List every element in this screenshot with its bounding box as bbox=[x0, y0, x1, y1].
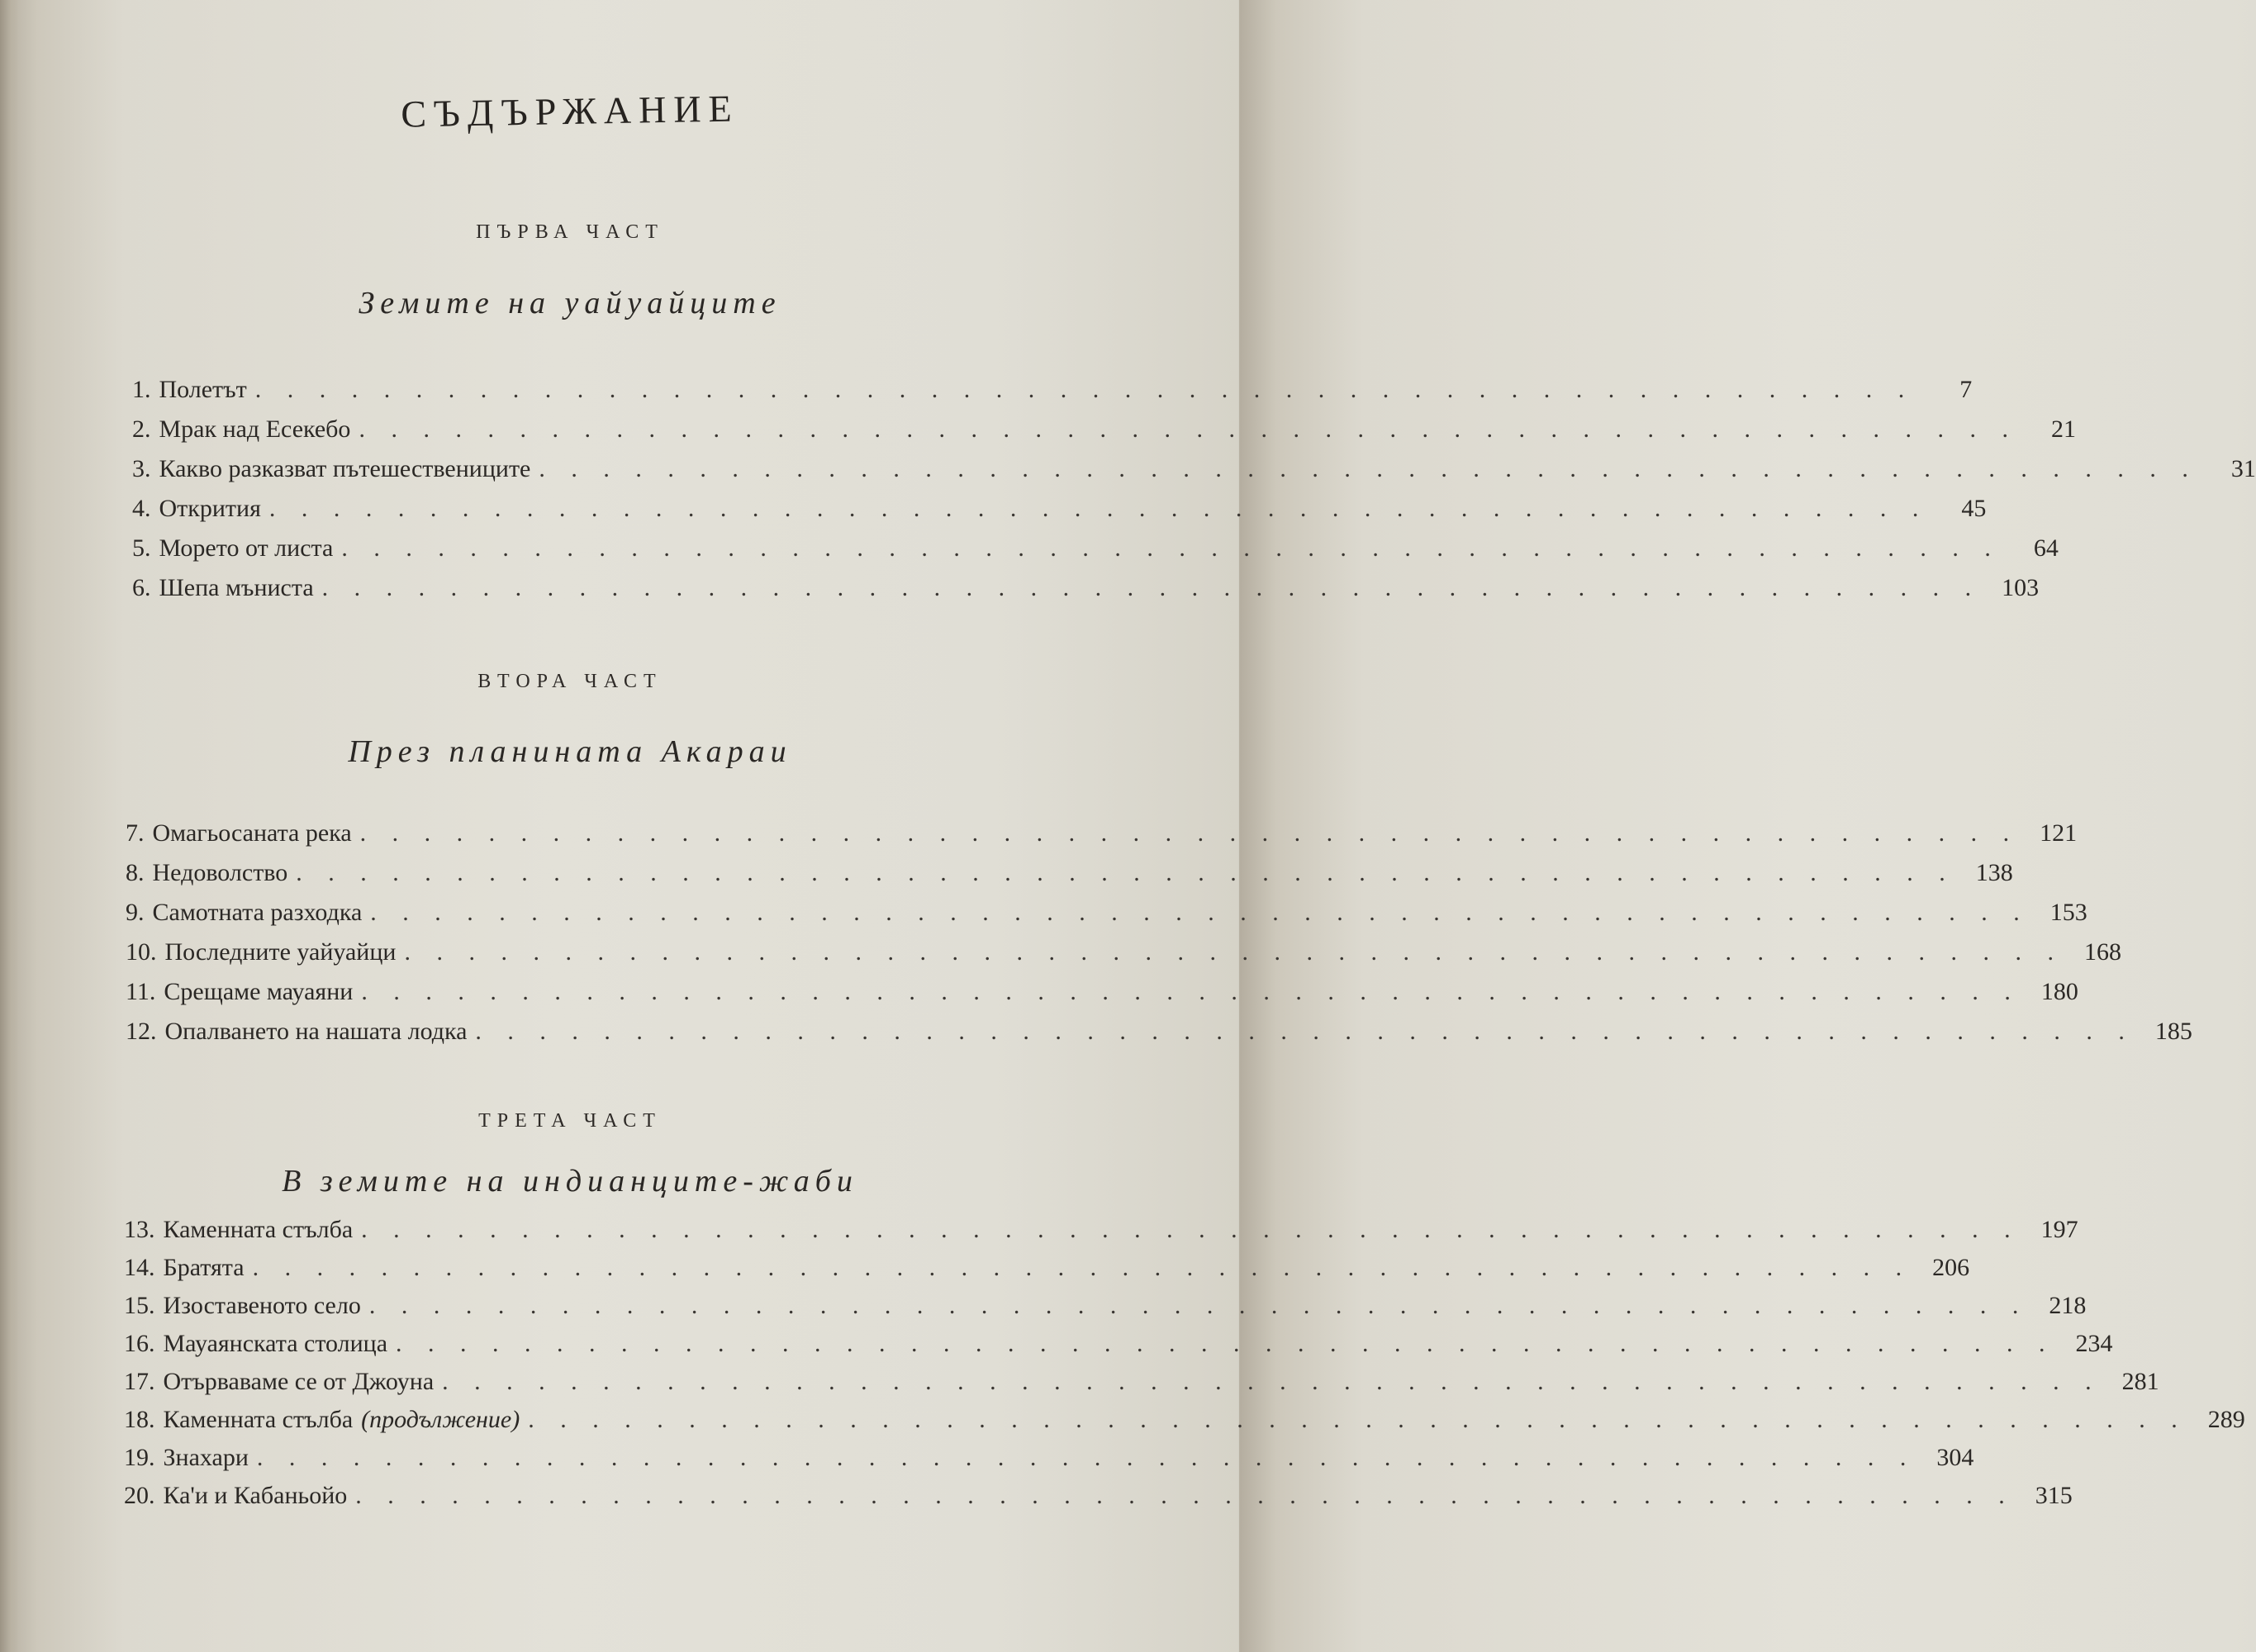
dot-leader: . . . . . . . . . . . . . . . . . . . . . . . . . . . . . . . . . . . . . . . . . . . . . . . . . . . . bbox=[252, 1254, 1912, 1281]
toc-entry bbox=[126, 819, 2078, 847]
toc-entry bbox=[124, 1406, 2245, 1434]
toc-entry bbox=[126, 978, 2078, 1006]
entry-title: Морето от листа bbox=[159, 534, 334, 562]
toc-entry bbox=[132, 376, 1973, 404]
dot-leader: . . . . . . . . . . . . . . . . . . . . . . . . . . . . . . . . . . . . . . . . . . . . . . . . . . . . bbox=[359, 819, 2020, 847]
part-1-subtitle: Земите на уайуайците bbox=[359, 286, 781, 320]
dot-leader: . . . . . . . . . . . . . . . . . . . . . . . . . . . . . . . . . . . . . . . . . . . . . . . . . . . . bbox=[341, 534, 2001, 562]
toc-entry bbox=[126, 938, 2121, 966]
entry-page: 234 bbox=[2075, 1330, 2113, 1357]
entry-title: Каменната стълба bbox=[163, 1216, 354, 1243]
entry-page: 315 bbox=[2035, 1482, 2073, 1509]
entry-page: 7 bbox=[1959, 376, 1973, 403]
entry-number: 15. bbox=[124, 1292, 155, 1319]
entry-page: 121 bbox=[2040, 819, 2078, 847]
entry-number: 11. bbox=[126, 978, 156, 1005]
entry-title: Полетът bbox=[159, 376, 247, 403]
entry-number: 7. bbox=[126, 819, 145, 847]
toc-entry bbox=[124, 1330, 2113, 1358]
entry-page: 103 bbox=[2002, 574, 2040, 601]
entry-page: 281 bbox=[2121, 1368, 2159, 1395]
dot-leader: . . . . . . . . . . . . . . . . . . . . . . . . . . . . . . . . . . . . . . . . . . . . . . . . . . . . bbox=[321, 574, 1982, 601]
dot-leader: . . . . . . . . . . . . . . . . . . . . . . . . . . . . . . . . . . . . . . . . . . . . . . . . . . . . bbox=[404, 938, 2064, 966]
dot-leader: . . . . . . . . . . . . . . . . . . . . . . . . . . . . . . . . . . . . . . . . . . . . . . . . . . . . bbox=[368, 1292, 2029, 1319]
entry-title: Мауаянската столица bbox=[163, 1330, 388, 1357]
dot-leader: . . . . . . . . . . . . . . . . . . . . . . . . . . . . . . . . . . . . . . . . . . . . . . . . . . . . bbox=[254, 376, 1915, 403]
part-1-label: ПЪРВА ЧАСТ bbox=[476, 221, 664, 243]
toc-entry bbox=[124, 1368, 2159, 1396]
dot-leader: . . . . . . . . . . . . . . . . . . . . . . . . . . . . . . . . . . . . . . . . . . . . . . . . . . . . bbox=[256, 1444, 1916, 1471]
entry-page: 180 bbox=[2040, 978, 2078, 1005]
part-3-subtitle: В земите на индианците-жаби bbox=[282, 1164, 858, 1199]
toc-entry bbox=[132, 455, 2256, 483]
entry-number: 12. bbox=[126, 1018, 157, 1045]
part-2-label: ВТОРА ЧАСТ bbox=[477, 671, 663, 692]
toc-entry bbox=[126, 859, 2013, 887]
toc-entry bbox=[126, 899, 2087, 927]
entry-page: 21 bbox=[2050, 415, 2076, 443]
dot-leader: . . . . . . . . . . . . . . . . . . . . . . . . . . . . . . . . . . . . . . . . . . . . . . . . . . . . bbox=[475, 1018, 2135, 1045]
entry-title: Самотната разходка bbox=[152, 899, 363, 926]
entry-number: 16. bbox=[124, 1330, 155, 1357]
entry-title: Отърваваме се от Джоуна bbox=[163, 1368, 435, 1395]
entry-number: 8. bbox=[126, 859, 145, 886]
entry-title: Срещаме мауаяни bbox=[164, 978, 354, 1005]
entry-number: 13. bbox=[124, 1216, 155, 1243]
toc-entry bbox=[132, 574, 2040, 602]
entry-title: Опалването на нашата лодка bbox=[164, 1018, 468, 1045]
entry-title: Последните уайуайци bbox=[164, 938, 397, 966]
entry-number: 5. bbox=[132, 534, 151, 562]
entry-number: 20. bbox=[124, 1482, 155, 1509]
dot-leader: . . . . . . . . . . . . . . . . . . . . . . . . . . . . . . . . . . . . . . . . . . . . . . . . . . . . bbox=[528, 1406, 2187, 1433]
entry-title: Каменната стълба bbox=[163, 1406, 354, 1433]
dot-leader: . . . . . . . . . . . . . . . . . . . . . . . . . . . . . . . . . . . . . . . . . . . . . . . . . . . . bbox=[355, 1482, 2015, 1509]
entry-page: 45 bbox=[1961, 495, 1987, 522]
entry-number: 14. bbox=[124, 1254, 155, 1281]
entry-title: Ка'и и Кабаньойо bbox=[163, 1482, 348, 1509]
entry-number: 4. bbox=[132, 495, 151, 522]
part-3-label: ТРЕТА ЧАСТ bbox=[478, 1110, 662, 1132]
dot-leader: . . . . . . . . . . . . . . . . . . . . . . . . . . . . . . . . . . . . . . . . . . . . . . . . . . . . bbox=[442, 1368, 2102, 1395]
entry-number: 18. bbox=[124, 1406, 155, 1433]
toc-entry bbox=[132, 534, 2059, 563]
entry-number: 19. bbox=[124, 1444, 155, 1471]
entry-title: Шепа мъниста bbox=[159, 574, 314, 601]
dot-leader: . . . . . . . . . . . . . . . . . . . . . . . . . . . . . . . . . . . . . . . . . . . . . . . . . . . . bbox=[370, 899, 2030, 926]
dot-leader: . . . . . . . . . . . . . . . . . . . . . . . . . . . . . . . . . . . . . . . . . . . . . . . . . . . . bbox=[396, 1330, 2055, 1357]
dot-leader: . . . . . . . . . . . . . . . . . . . . . . . . . . . . . . . . . . . . . . . . . . . . . . . . . . . . bbox=[361, 1216, 2021, 1243]
entry-page: 206 bbox=[1932, 1254, 1970, 1281]
entry-title: Недоволство bbox=[152, 859, 288, 886]
entry-title: Какво разказват пътешествениците bbox=[159, 455, 531, 482]
dot-leader: . . . . . . . . . . . . . . . . . . . . . . . . . . . . . . . . . . . . . . . . . . . . . . . . . . . . bbox=[539, 455, 2198, 482]
dot-leader: . . . . . . . . . . . . . . . . . . . . . . . . . . . . . . . . . . . . . . . . . . . . . . . . . . . . bbox=[359, 415, 2018, 443]
toc-entry bbox=[132, 495, 1987, 523]
toc-entry bbox=[132, 415, 2076, 444]
toc-entry bbox=[124, 1254, 1970, 1282]
toc-entry bbox=[126, 1018, 2192, 1046]
entry-number: 6. bbox=[132, 574, 151, 601]
dot-leader: . . . . . . . . . . . . . . . . . . . . . . . . . . . . . . . . . . . . . . . . . . . . . . . . . . . . bbox=[268, 495, 1929, 522]
entry-title: Омагьосаната река bbox=[152, 819, 352, 847]
dot-leader: . . . . . . . . . . . . . . . . . . . . . . . . . . . . . . . . . . . . . . . . . . . . . . . . . . . . bbox=[296, 859, 1955, 886]
entry-page: 153 bbox=[2049, 899, 2087, 926]
entry-page: 218 bbox=[2049, 1292, 2087, 1319]
toc-entry bbox=[124, 1292, 2087, 1320]
entry-page: 31 bbox=[2230, 455, 2256, 482]
entry-number: 2. bbox=[132, 415, 151, 443]
part-2-subtitle: През планината Акараи bbox=[348, 734, 792, 769]
entry-page: 64 bbox=[2033, 534, 2059, 562]
entry-page: 185 bbox=[2154, 1018, 2192, 1045]
toc-entry bbox=[124, 1444, 1974, 1472]
entry-page: 168 bbox=[2083, 938, 2121, 966]
dot-leader: . . . . . . . . . . . . . . . . . . . . . . . . . . . . . . . . . . . . . . . . . . . . . . . . . . . . bbox=[361, 978, 2021, 1005]
page-title: СЪДЪРЖАНИЕ bbox=[400, 87, 740, 135]
entry-title: Открития bbox=[159, 495, 261, 522]
entry-number: 17. bbox=[124, 1368, 155, 1395]
entry-number: 9. bbox=[126, 899, 145, 926]
entry-note: (продължение) bbox=[361, 1406, 520, 1433]
entry-page: 197 bbox=[2040, 1216, 2078, 1243]
entry-title: Братята bbox=[163, 1254, 245, 1281]
entry-title: Мрак над Есекебо bbox=[159, 415, 351, 443]
entry-title: Изоставеното село bbox=[163, 1292, 361, 1319]
entry-title: Знахари bbox=[163, 1444, 249, 1471]
entry-number: 10. bbox=[126, 938, 157, 966]
entry-page: 304 bbox=[1936, 1444, 1974, 1471]
entry-page: 138 bbox=[1975, 859, 2013, 886]
entry-number: 1. bbox=[132, 376, 151, 403]
entry-page: 289 bbox=[2207, 1406, 2245, 1433]
toc-entry bbox=[124, 1482, 2073, 1510]
entry-number: 3. bbox=[132, 455, 151, 482]
toc-entry bbox=[124, 1216, 2078, 1244]
